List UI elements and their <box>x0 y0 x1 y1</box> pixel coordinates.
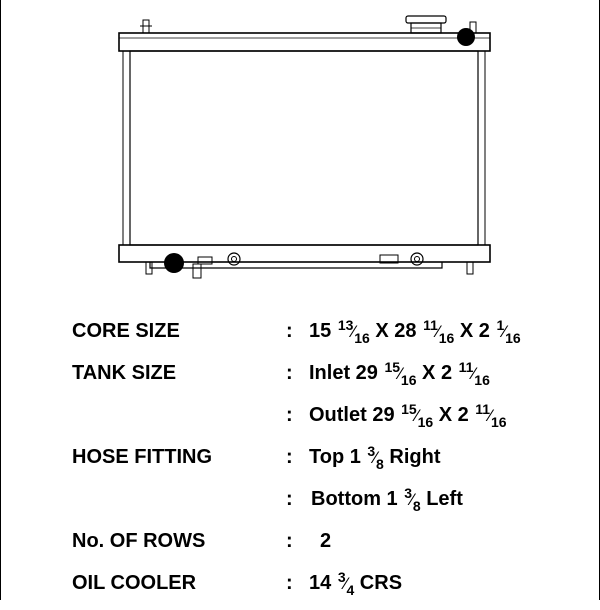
fraction-denominator: 16 <box>354 330 370 346</box>
spec-row-rows <box>72 526 592 568</box>
fraction-numerator: 11 <box>475 401 491 417</box>
fraction-slash: ⁄ <box>436 322 440 341</box>
fraction-denominator: 16 <box>505 330 521 346</box>
fraction-slash: ⁄ <box>503 322 507 341</box>
value-text: X 2 <box>433 404 475 426</box>
spec-colon: : <box>286 446 293 468</box>
fraction-denominator: 16 <box>400 372 417 388</box>
bottom-right-mount-pin <box>467 262 473 274</box>
spec-row-outlet <box>72 400 592 442</box>
left-side-bracket <box>123 51 130 245</box>
value-text: Left <box>420 488 463 510</box>
value-text: Outlet 29 <box>309 404 401 426</box>
spec-value <box>309 316 521 347</box>
spec-value <box>309 568 402 599</box>
value-text: X 2 <box>416 362 458 384</box>
spec-row-core <box>72 316 592 358</box>
value-text: 2 <box>320 530 332 552</box>
fraction <box>422 317 455 346</box>
fraction-denominator: 8 <box>412 498 421 514</box>
fraction-numerator: 1 <box>496 317 505 333</box>
spec-row-oil <box>72 568 592 610</box>
spec-colon: : <box>286 362 293 384</box>
fraction <box>495 317 521 346</box>
fraction <box>337 569 355 598</box>
fraction-slash: ⁄ <box>472 364 476 383</box>
fraction-denominator: 16 <box>438 330 455 346</box>
fraction <box>383 359 417 388</box>
value-text: Top 1 <box>309 446 367 468</box>
right-side-bracket <box>478 51 485 245</box>
fraction-slash: ⁄ <box>415 406 419 425</box>
value-text: Right <box>383 446 441 468</box>
spec-row-bottom <box>72 484 592 526</box>
spec-value <box>309 358 490 389</box>
oil-cooler-fitting-left <box>228 253 240 265</box>
fraction-denominator: 4 <box>346 582 355 598</box>
fraction <box>458 359 490 388</box>
spec-label: CORE SIZE <box>72 320 180 342</box>
spec-value <box>309 442 441 473</box>
fraction-slash: ⁄ <box>399 364 402 383</box>
fraction-denominator: 16 <box>474 372 490 388</box>
fraction-numerator: 3 <box>337 569 346 585</box>
fraction-numerator: 15 <box>401 401 417 417</box>
fraction-numerator: 15 <box>384 359 401 375</box>
bottom-hose-fitting <box>164 253 184 273</box>
fraction <box>400 401 434 430</box>
oil-cooler-fitting-right <box>411 253 423 265</box>
fraction-denominator: 16 <box>490 414 507 430</box>
value-text: X 28 <box>369 320 423 342</box>
fraction-numerator: 13 <box>337 317 354 333</box>
spec-colon: : <box>286 488 293 510</box>
spec-colon: : <box>286 572 293 594</box>
value-text: Inlet 29 <box>309 362 384 384</box>
drain-valve <box>198 257 212 264</box>
spec-value <box>309 400 507 431</box>
fraction <box>366 443 384 472</box>
fraction-numerator: 11 <box>458 359 474 375</box>
spec-row-hose <box>72 442 592 484</box>
spec-colon: : <box>286 530 293 552</box>
fraction-numerator: 3 <box>404 485 413 501</box>
spec-label: HOSE FITTING <box>72 446 212 468</box>
fraction-numerator: 11 <box>423 317 438 333</box>
fraction-slash: ⁄ <box>352 322 356 341</box>
spec-table <box>72 316 592 610</box>
value-text: 15 <box>309 320 337 342</box>
fraction-slash: ⁄ <box>344 574 348 593</box>
fraction-slash: ⁄ <box>411 490 414 509</box>
radiator-cap <box>406 16 446 33</box>
fraction-slash: ⁄ <box>374 448 378 467</box>
spec-label: No. OF ROWS <box>72 530 206 552</box>
spec-colon: : <box>286 404 293 426</box>
value-text: X 2 <box>454 320 496 342</box>
top-hose-fitting <box>457 28 475 46</box>
spec-value <box>311 484 463 515</box>
spec-row-tank <box>72 358 592 400</box>
fraction <box>337 317 370 346</box>
fraction <box>403 485 421 514</box>
value-text: 14 <box>309 572 337 594</box>
radiator-drawing <box>0 0 600 300</box>
fraction-numerator: 3 <box>367 443 376 459</box>
fraction <box>474 401 507 430</box>
spec-label: OIL COOLER <box>72 572 197 594</box>
fraction-denominator: 8 <box>376 456 384 472</box>
fraction-slash: ⁄ <box>489 406 492 425</box>
top-tank <box>119 33 490 51</box>
spec-value <box>320 526 331 556</box>
spec-colon: : <box>286 320 293 342</box>
spec-label: TANK SIZE <box>72 362 177 384</box>
fraction-denominator: 16 <box>417 414 434 430</box>
value-text: CRS <box>354 572 403 594</box>
value-text: Bottom 1 <box>311 488 404 510</box>
radiator-core <box>130 51 478 245</box>
